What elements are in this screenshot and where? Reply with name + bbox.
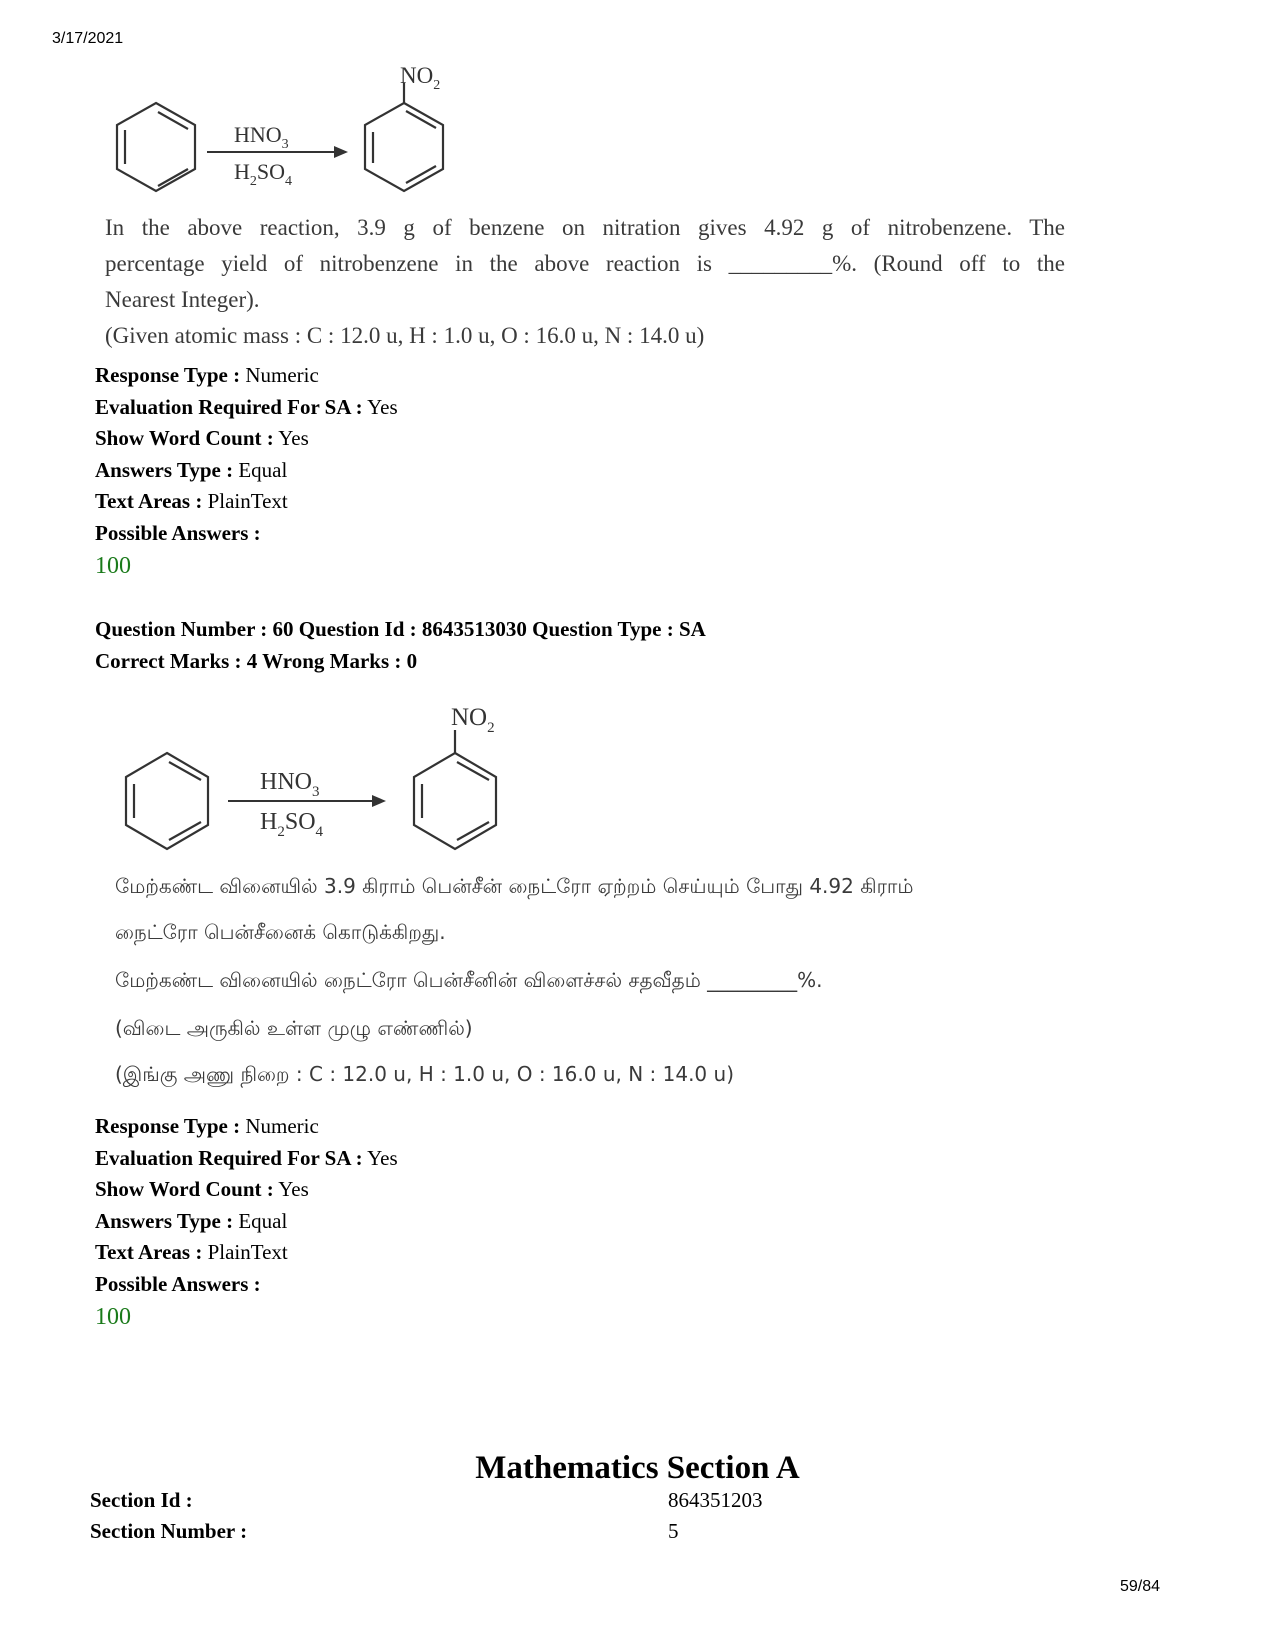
word-count-value: Yes <box>278 1177 309 1201</box>
svg-text:NO2: $NO_2$ <box>400 63 441 93</box>
section-id-value: 864351203 <box>668 1488 763 1512</box>
q59-line-3: Nearest Integer). <box>105 287 260 312</box>
response-type-value: Numeric <box>245 363 319 387</box>
question-59-text <box>105 210 1065 354</box>
benzene-ring-icon <box>117 103 195 191</box>
q60-header <box>95 614 706 677</box>
word-count-key: Show Word Count : <box>95 1177 274 1201</box>
q60-meta <box>95 1111 398 1334</box>
answers-type-key: Answers Type : <box>95 1208 234 1233</box>
svg-text:NO2: $NO_2$ <box>451 704 495 736</box>
reaction-diagram-q60 <box>108 695 528 855</box>
text-areas-key: Text Areas : <box>95 489 203 513</box>
q60-tamil-line-3: மேற்கண்ட வினையில் நைட்ரோ பென்சீனின் விளைச்சல் சதவீதம் _________%. <box>115 968 823 992</box>
svg-text:HNO3: $HNO_3$ <box>260 769 320 800</box>
q59-line-2: percentage yield of nitrobenzene in the above reaction is _________%. (Round off to the <box>105 251 1065 276</box>
answers-type-value: Equal <box>238 457 288 482</box>
possible-answers-key: Possible Answers : <box>95 1271 261 1296</box>
marks-line: Correct Marks : 4 Wrong Marks : 0 <box>95 648 418 673</box>
response-type-key: Response Type : <box>95 363 241 387</box>
page-number: 59/84 <box>1119 1578 1160 1595</box>
q59-meta <box>95 360 398 583</box>
svg-text:H2SO4: $H_2SO_4$ <box>234 159 293 189</box>
response-type-key: Response Type : <box>95 1114 241 1138</box>
evaluation-key: Evaluation Required For SA : <box>95 1145 363 1170</box>
question-60-text <box>115 870 1070 1094</box>
section-title: Mathematics Section A <box>475 1450 800 1486</box>
arrow-head-icon <box>334 146 348 158</box>
text-areas-key: Text Areas : <box>95 1240 203 1264</box>
page-date: 3/17/2021 <box>52 30 124 47</box>
q60-tamil-line-1: மேற்கண்ட வினையில் 3.9 கிராம் பென்சீன் நைட்ரோ ஏற்றம் செய்யும் போது 4.92 கிராம் <box>115 874 914 898</box>
svg-text:HNO3: $HNO_3$ <box>234 122 289 152</box>
word-count-value: Yes <box>278 426 309 450</box>
question-number-line: Question Number : 60 Question Id : 8643513030 Question Type : SA <box>95 617 706 641</box>
evaluation-key: Evaluation Required For SA : <box>95 394 363 419</box>
arrow-head-icon <box>372 795 386 807</box>
text-areas-value: PlainText <box>207 489 288 513</box>
q59-line-1: In the above reaction, 3.9 g of benzene on nitration gives 4.92 g of nitrobenzene. The <box>105 215 1065 240</box>
benzene-ring-icon <box>126 753 208 849</box>
nitrobenzene-ring-icon <box>414 730 496 849</box>
text-areas-value: PlainText <box>207 1240 288 1264</box>
evaluation-value: Yes <box>367 394 398 419</box>
possible-answer-value: 100 <box>95 553 131 579</box>
evaluation-value: Yes <box>367 1145 398 1170</box>
section-number-value: 5 <box>668 1519 679 1543</box>
q60-tamil-line-4: (விடை அருகில் உள்ள முழு எண்ணில்) <box>115 1016 473 1040</box>
section-id-label: Section Id : <box>90 1488 193 1512</box>
response-type-value: Numeric <box>245 1114 319 1138</box>
q60-tamil-line-5: (இங்கு அணு நிறை : C : 12.0 u, H : 1.0 u, O : 16.0 u, N : 14.0 u) <box>115 1062 734 1086</box>
possible-answers-key: Possible Answers : <box>95 520 261 545</box>
nitrobenzene-ring-icon <box>365 83 443 191</box>
q60-tamil-line-2: நைட்ரோ பென்சீனைக் கொடுக்கிறது. <box>115 920 446 944</box>
section-number-label: Section Number : <box>90 1519 248 1543</box>
answers-type-key: Answers Type : <box>95 457 234 482</box>
q59-line-4: (Given atomic mass : C : 12.0 u, H : 1.0 u, O : 16.0 u, N : 14.0 u) <box>105 323 705 348</box>
svg-text:H2SO4: $H_2SO_4$ <box>260 809 324 840</box>
possible-answer-value: 100 <box>95 1304 131 1330</box>
answers-type-value: Equal <box>238 1208 288 1233</box>
word-count-key: Show Word Count : <box>95 426 274 450</box>
reaction-diagram-q59 <box>100 55 480 205</box>
